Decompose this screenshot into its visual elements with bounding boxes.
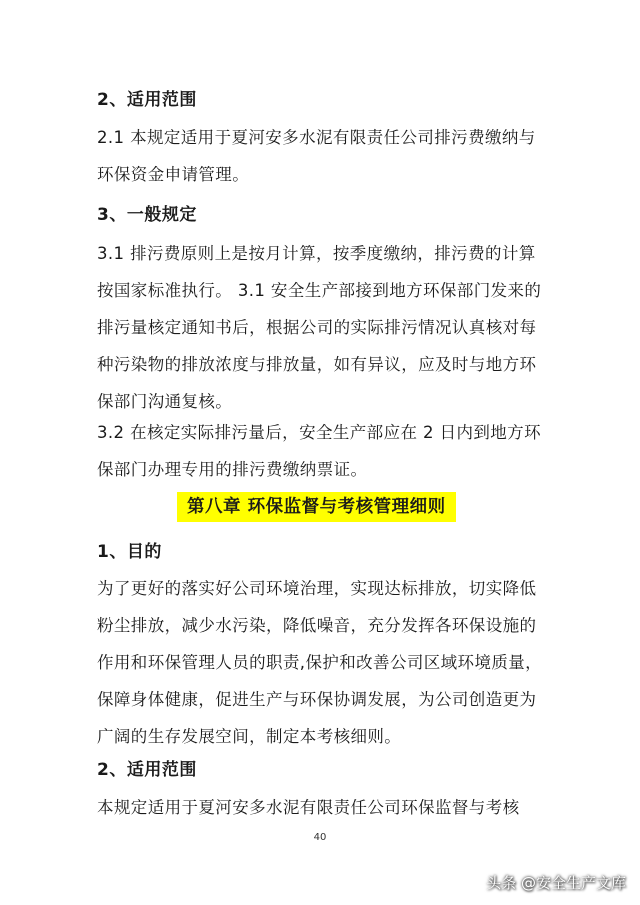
text-line: 保部门办理专用的排污费缴纳票证。 <box>97 460 368 479</box>
paragraph-3-1 <box>97 235 547 420</box>
section-heading-scope: 2、适用范围 <box>97 90 197 110</box>
section-heading-purpose: 1、目的 <box>97 542 162 562</box>
text-line: 按国家标准执行。 3.1 安全生产部接到地方环保部门发来的 <box>97 281 542 300</box>
text-line: 广阔的生存发展空间，制定本考核细则。 <box>97 727 402 746</box>
paragraph-scope-2 <box>97 789 547 826</box>
text-line: 为了更好的落实好公司环境治理，实现达标排放，切实降低 <box>97 579 537 598</box>
section-heading-scope-2: 2、适用范围 <box>97 760 197 780</box>
paragraph-3-2 <box>97 414 547 488</box>
text-line: 保部门沟通复核。 <box>97 392 233 411</box>
chapter-title: 第八章 环保监督与考核管理细则 <box>177 492 456 522</box>
text-line: 种污染物的排放浓度与排放量，如有异议，应及时与地方环 <box>97 355 537 374</box>
text-line: 2.1 本规定适用于夏河安多水泥有限责任公司排污费缴纳与 <box>97 128 536 147</box>
text-line: 保障身体健康，促进生产与环保协调发展，为公司创造更为 <box>97 690 537 709</box>
text-line: 环保资金申请管理。 <box>97 165 250 184</box>
text-line: 3.2 在核定实际排污量后，安全生产部应在 2 日内到地方环 <box>97 423 541 442</box>
text-line: 排污量核定通知书后，根据公司的实际排污情况认真核对每 <box>97 318 537 337</box>
paragraph-2-1 <box>97 119 547 193</box>
text-line: 3.1 排污费原则上是按月计算，按季度缴纳，排污费的计算 <box>97 244 536 263</box>
text-line: 本规定适用于夏河安多水泥有限责任公司环保监督与考核 <box>97 798 520 817</box>
watermark: 头条 @安全生产文库 <box>486 874 626 892</box>
text-line: 作用和环保管理人员的职责,保护和改善公司区域环境质量， <box>97 653 543 672</box>
paragraph-purpose <box>97 570 547 755</box>
page-number: 40 <box>313 832 327 843</box>
section-heading-general: 3、一般规定 <box>97 205 197 225</box>
text-line: 粉尘排放，减少水污染，降低噪音，充分发挥各环保设施的 <box>97 616 537 635</box>
